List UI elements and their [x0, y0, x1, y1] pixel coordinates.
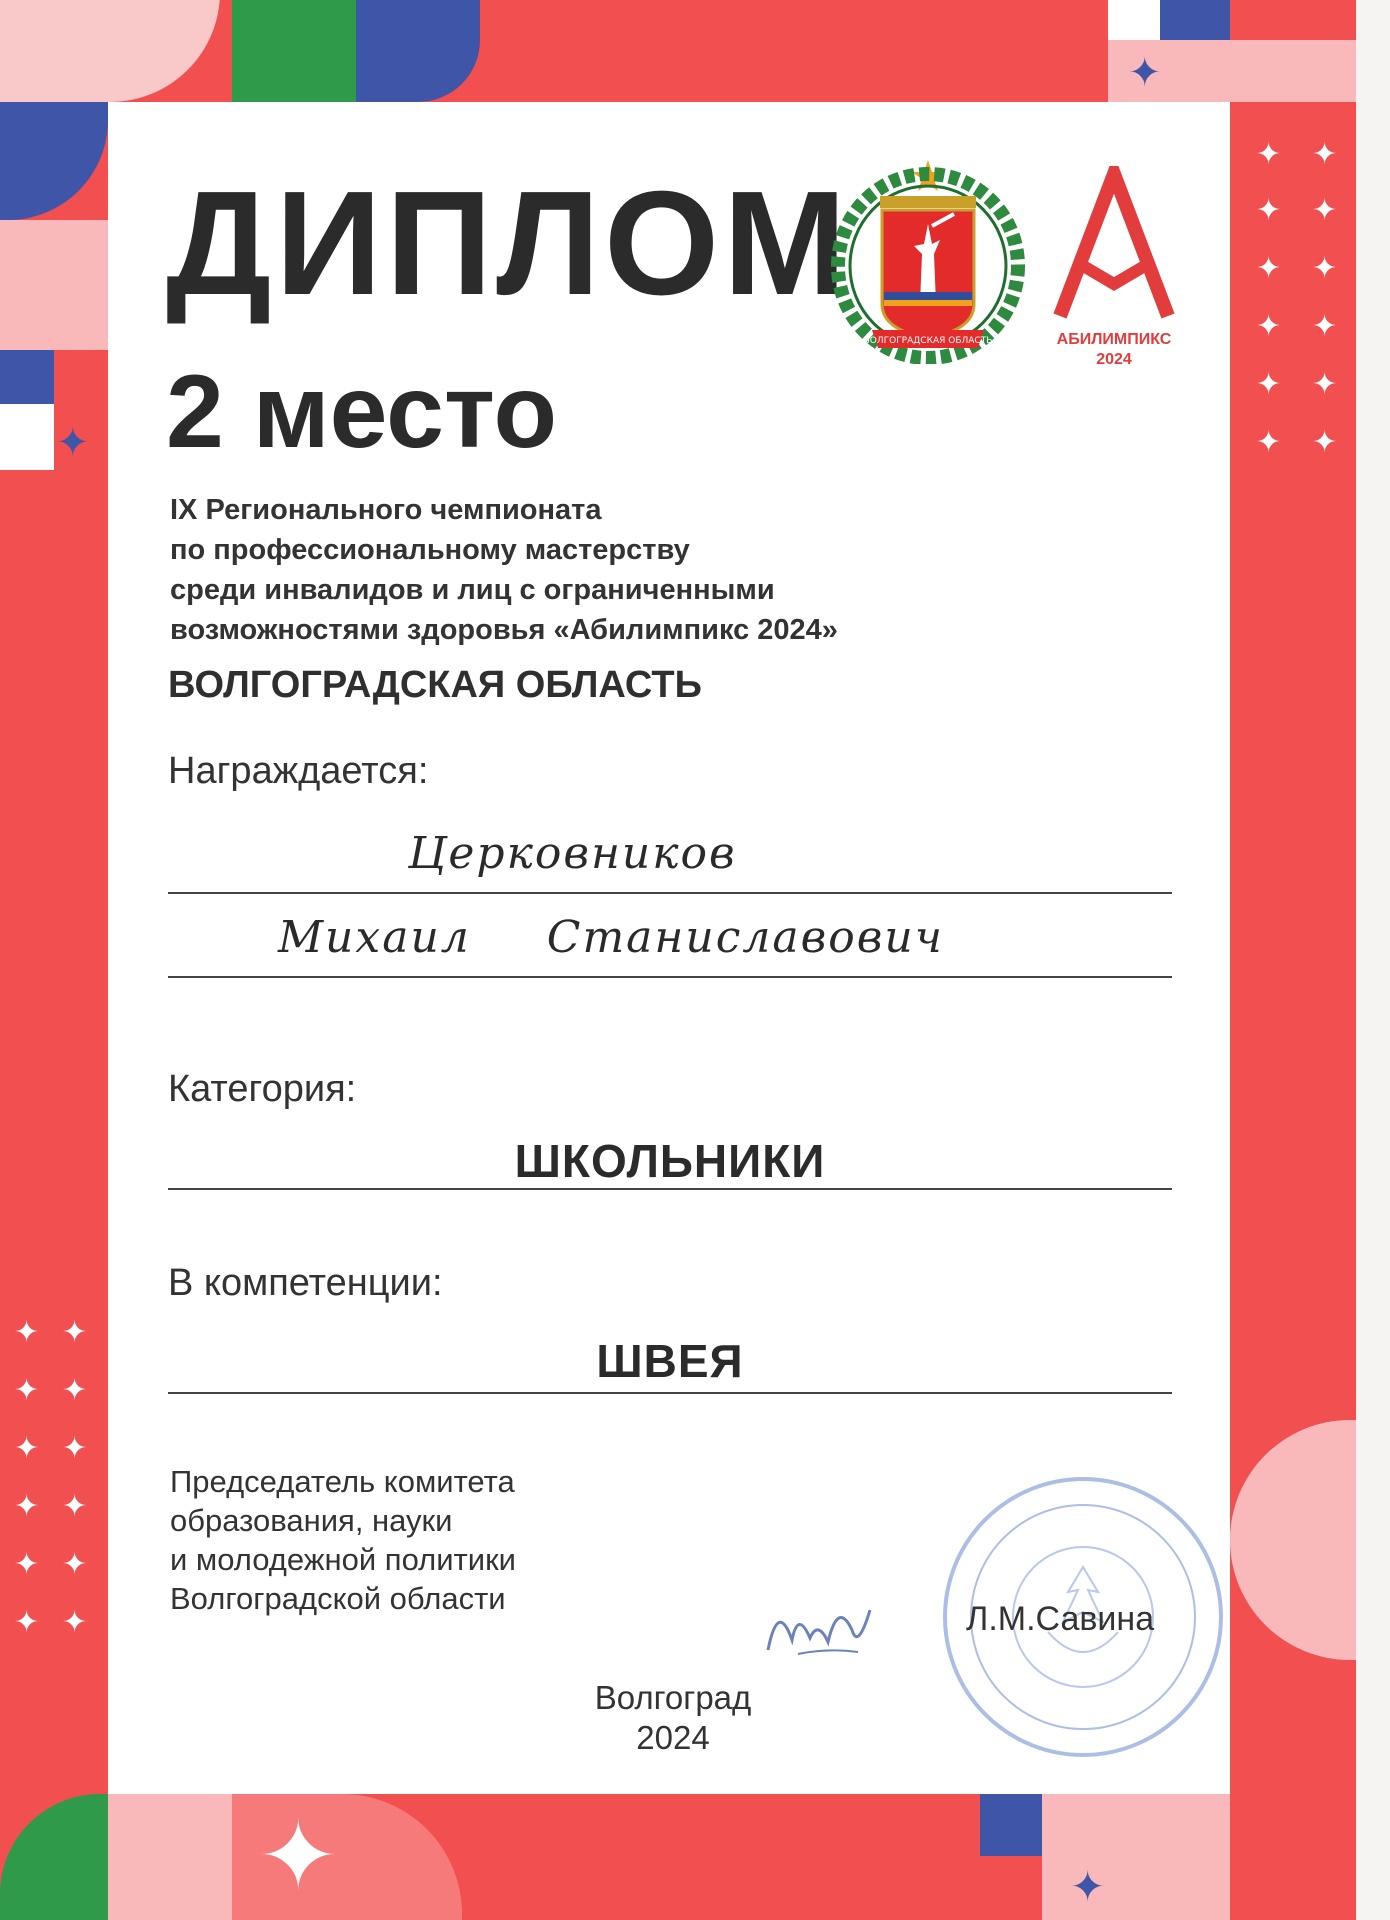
star-icon: ✦ [1312, 426, 1338, 459]
star-icon: ✦ [1312, 368, 1338, 401]
position-line: Председатель комитета [170, 1464, 515, 1499]
star-icon: ✦ [1256, 138, 1282, 171]
star-icon: ✦ [14, 1432, 40, 1465]
star-icon: ✦ [62, 1490, 88, 1523]
logo-year: 2024 [1096, 351, 1132, 368]
star-icon: ✦ [62, 1432, 88, 1465]
signer-name: Л.М.Савина [966, 1600, 1155, 1638]
abilympics-logo-icon [1050, 166, 1178, 326]
star-icon: ✦ [1312, 310, 1338, 343]
championship-line: среди инвалидов и лиц с ограниченными [170, 574, 775, 606]
frame-block-white [0, 404, 54, 470]
place-heading: 2 место [166, 354, 558, 470]
diploma-title: ДИПЛОМ [166, 161, 851, 326]
star-icon: ✦ [1070, 1863, 1106, 1910]
position-line: и молодежной политики [170, 1542, 516, 1577]
category-line [168, 1188, 1172, 1190]
competence-label: В компетенции: [168, 1262, 443, 1304]
competence-line [168, 1392, 1172, 1394]
issue-place [548, 1678, 798, 1758]
competence-value: ШВЕЯ [596, 1335, 744, 1387]
star-icon: ✦ [62, 1316, 88, 1349]
star-icon: ✦ [1256, 368, 1282, 401]
star-icon: ✦ [1128, 51, 1162, 95]
star-icon: ✦ [1256, 426, 1282, 459]
frame-circle [1230, 1420, 1356, 1660]
recipient-name: Михаил Станиславович [278, 912, 945, 963]
star-icon: ✦ [1312, 252, 1338, 285]
star-icon: ✦ [62, 1606, 88, 1639]
frame-block-blue-top [1160, 0, 1230, 40]
star-icon: ✦ [1256, 194, 1282, 227]
issue-city: Волгоград [594, 1679, 752, 1716]
diploma-sheet [108, 102, 1230, 1794]
championship-description [170, 490, 930, 650]
recipient-surname: Церковников [408, 828, 737, 879]
region-name: ВОЛГОГРАДСКАЯ ОБЛАСТЬ [168, 664, 702, 706]
star-icon: ✦ [14, 1316, 40, 1349]
star-icon: ✦ [14, 1548, 40, 1581]
frame-block-blue-left [0, 102, 108, 220]
position-line: Волгоградской области [170, 1581, 506, 1616]
star-icon: ✦ [258, 1803, 339, 1910]
frame-block-small [0, 350, 54, 404]
awarded-label: Награждается: [168, 750, 429, 792]
star-icon: ✦ [1312, 138, 1338, 171]
star-icon: ✦ [56, 421, 90, 465]
signer-position [170, 1462, 516, 1618]
frame-block-pink-bottom [108, 1794, 232, 1920]
star-icon: ✦ [1256, 252, 1282, 285]
handwritten-signature-icon [758, 1580, 878, 1670]
star-icon: ✦ [1312, 194, 1338, 227]
frame-arc [0, 0, 220, 102]
frame-block-pink-left [0, 220, 108, 350]
star-icon: ✦ [14, 1374, 40, 1407]
frame-block-blue-bottom [980, 1794, 1042, 1856]
star-icon: ✦ [1256, 310, 1282, 343]
category-value: ШКОЛЬНИКИ [514, 1135, 826, 1187]
star-icon: ✦ [14, 1606, 40, 1639]
star-icon: ✦ [14, 1490, 40, 1523]
category-label: Категория: [168, 1068, 357, 1110]
frame-block-green [232, 0, 356, 102]
crest-ribbon-text: ВОЛГОГРАДСКАЯ ОБЛАСТЬ [863, 336, 993, 346]
frame-block-blue [356, 0, 480, 102]
surname-line [168, 892, 1172, 894]
position-line: образования, науки [170, 1503, 453, 1538]
championship-line: возможностями здоровья «Абилимпикс 2024» [170, 614, 838, 646]
name-line [168, 976, 1172, 978]
issue-year: 2024 [636, 1719, 710, 1756]
logo-name: АБИЛИМПИКС [1056, 331, 1172, 348]
volgograd-crest-icon [828, 154, 1028, 364]
championship-line: IX Регионального чемпионата [170, 494, 602, 526]
championship-line: по профессиональному мастерству [170, 534, 690, 566]
frame-block-green-bottom [0, 1794, 108, 1920]
star-icon: ✦ [62, 1374, 88, 1407]
abilympics-logo-text [1048, 330, 1180, 370]
star-icon: ✦ [62, 1548, 88, 1581]
